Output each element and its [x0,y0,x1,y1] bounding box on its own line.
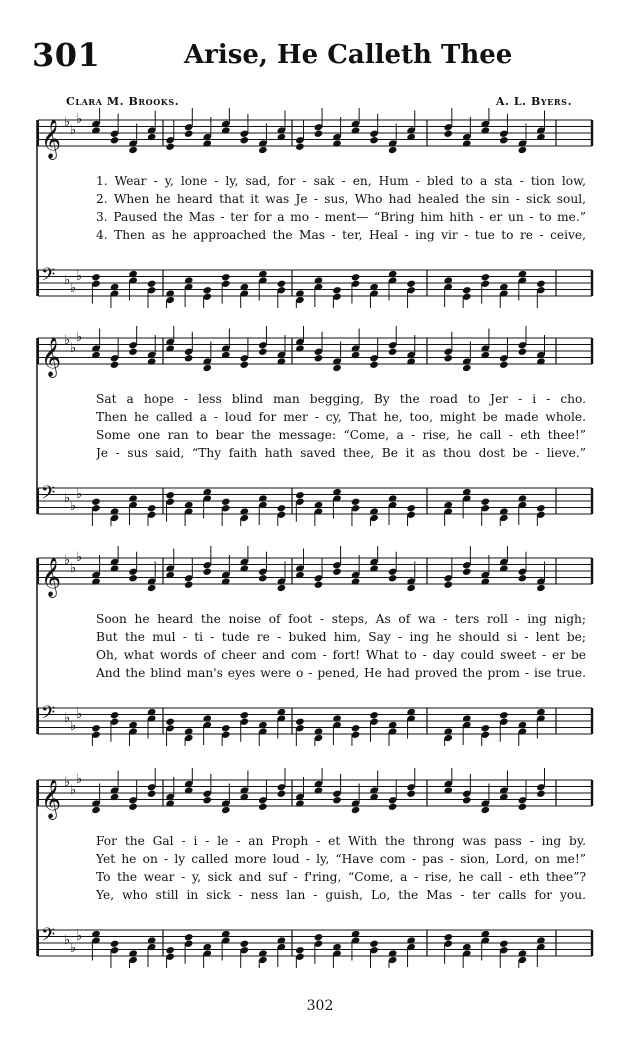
note [351,724,361,746]
flat-icon: ♭ [64,115,71,130]
note [406,280,416,308]
note [443,727,453,746]
note [240,771,250,802]
note [184,332,194,363]
note [369,546,379,573]
note [240,114,250,145]
note [221,329,231,360]
note [536,335,546,366]
note [91,108,101,135]
note [277,936,287,967]
lyric-line: For the Gal - i - le - an Proph - et With the throng was pass - ing by. [96,834,586,848]
note [388,780,398,811]
note [295,946,305,968]
note [314,108,324,138]
note [128,124,138,155]
note [518,780,528,811]
note [277,562,287,593]
note [369,338,379,369]
note [518,949,528,968]
note [295,549,305,580]
note [369,711,379,742]
note [184,276,194,307]
note [221,498,231,526]
note [221,555,231,586]
note [91,784,101,815]
note [258,721,268,746]
note [110,338,120,369]
note [184,933,194,964]
note [406,504,416,526]
note [443,108,453,138]
note [332,714,342,745]
lyric-line: But the mul - ti - tude re - buked him, Say - ing he should si - lent be; [96,630,586,644]
music-system-3 [0,546,640,746]
bass-staff [38,925,592,968]
note [91,329,101,360]
note [184,501,194,526]
note [462,342,472,373]
note [499,338,509,369]
note [499,771,509,802]
note [258,949,268,968]
note [221,724,231,746]
lyric-line: And the blind man's eyes were o - pened, He had proved the prom - ise true. [96,666,586,680]
note [499,507,509,526]
note [499,283,509,308]
note [518,124,528,155]
note [351,273,361,304]
note [147,768,157,798]
note [110,711,120,742]
note [332,546,342,576]
note [314,727,324,746]
lyric-line: 3. Paused the Mas - ter for a mo - ment— “Bring him hith - er un - to me.” [96,210,586,224]
note [165,777,175,808]
note [369,940,379,968]
note [147,504,157,526]
lyric-line: Some one ran to bear the message: “Come, a - rise, he call - eth thee!” [96,428,586,442]
flat-icon: ♭ [64,553,71,568]
note [462,117,472,148]
flat-icon: ♭ [70,281,77,296]
note [91,273,101,304]
flat-icon: ♭ [64,775,71,790]
lyric-line: To the wear - y, sick and suf - f'ring, “Come, a - rise, he call - eth thee”? [96,870,586,884]
note [369,771,379,802]
note [165,326,175,353]
note [184,768,194,795]
flat-icon: ♭ [76,269,83,284]
lyric-line: Je - sus said, “Thy faith hath saved thee, Be it as thou dost be - lieve.” [96,446,586,460]
note [221,784,231,815]
bass-clef-icon: 𝄢 [41,703,56,728]
flat-icon: ♭ [76,707,83,722]
note [240,507,250,526]
note [165,549,175,580]
lyric-line: Yet he on - ly called more loud - ly, “Have com - pas - sion, Lord, on me!” [96,852,586,866]
treble-clef-icon: 𝄞 [41,779,62,819]
note [388,494,398,525]
note [128,552,138,583]
note [295,777,305,808]
note [258,124,268,155]
note [277,335,287,366]
note [147,936,157,967]
note [110,940,120,968]
flat-icon: ♭ [70,783,77,798]
flat-icon: ♭ [70,561,77,576]
note [388,721,398,746]
note [462,774,472,805]
music-system-2 [0,326,640,526]
note [295,491,305,522]
note [128,326,138,356]
composer-credit: A. L. Byers. [495,95,572,108]
note [240,546,250,573]
note [314,768,324,795]
note [184,558,194,589]
bass-clef-icon: 𝄢 [41,483,56,508]
note [91,724,101,746]
note [388,124,398,155]
treble-staff [38,108,592,160]
note [536,504,546,526]
flat-icon: ♭ [76,550,83,565]
lyric-line: 2. When he heard that it was Je - sus, Who had healed the sin - sick soul, [96,192,586,206]
note [481,329,491,360]
note [481,724,491,746]
note [499,940,509,968]
note [91,555,101,586]
note [369,507,379,526]
flat-icon: ♭ [70,719,77,734]
note [443,501,453,526]
flat-icon: ♭ [64,273,71,288]
note [499,546,509,573]
note [202,774,212,805]
note [202,546,212,576]
note [462,714,472,745]
flat-icon: ♭ [64,491,71,506]
note [314,332,324,363]
note [536,562,546,593]
note [443,276,453,307]
note [332,342,342,373]
note [165,120,175,151]
treble-staff [38,326,592,378]
note [147,280,157,308]
note [295,326,305,353]
author-credit: Clara M. Brooks. [66,95,180,108]
treble-clef-icon: 𝄞 [41,119,62,159]
treble-clef-icon: 𝄞 [41,557,62,597]
note [258,326,268,356]
flat-icon: ♭ [76,487,83,502]
flat-icon: ♭ [64,333,71,348]
note [351,555,361,586]
note [536,936,546,967]
flat-icon: ♭ [70,941,77,956]
lyric-line: Then he called a - loud for mer - cy, That he, too, might be made whole. [96,410,586,424]
note [110,507,120,526]
note [165,718,175,746]
note [184,727,194,746]
note [128,780,138,811]
note [128,721,138,746]
bass-staff [38,483,592,526]
note [277,111,287,142]
bass-clef-icon: 𝄢 [41,925,56,950]
note [147,335,157,366]
lyric-line: Sat a hope - less blind man begging, By the road to Jer - i - cho. [96,392,586,406]
flat-icon: ♭ [76,330,83,345]
note [128,949,138,968]
note [369,283,379,308]
note [462,546,472,576]
note [295,120,305,151]
music-system-4 [0,768,640,968]
note [481,108,491,135]
treble-clef-icon: 𝄞 [41,337,62,377]
note [221,108,231,135]
note [165,946,175,968]
note [202,342,212,373]
note [128,494,138,525]
hymn-number: 301 [32,36,101,74]
note [481,784,491,815]
flat-icon: ♭ [76,772,83,787]
note [406,768,416,798]
note [240,283,250,308]
treble-staff [38,768,592,820]
note [314,558,324,589]
note [388,552,398,583]
note [518,494,528,525]
treble-staff [38,546,592,598]
note [481,498,491,526]
note [536,280,546,308]
lyric-line: Ye, who still in sick - ness lan - guish, Lo, the Mas - ter calls for you. [96,888,586,902]
note [518,552,528,583]
note [406,335,416,366]
note [536,768,546,798]
note [332,117,342,148]
note [240,338,250,369]
flat-icon: ♭ [70,123,77,138]
note [332,774,342,805]
note [332,286,342,308]
page-number: 302 [306,998,334,1014]
note [147,111,157,142]
hymn-title: Arise, He Calleth Thee [184,40,513,70]
lyric-line: 4. Then as he approached the Mas - ter, Heal - ing vir - tue to re - ceive, [96,228,586,242]
flat-icon: ♭ [70,499,77,514]
flat-icon: ♭ [64,933,71,948]
note [406,562,416,593]
note [443,558,453,589]
flat-icon: ♭ [70,341,77,356]
note [351,784,361,815]
note [518,721,528,746]
note [277,280,287,308]
note [314,933,324,964]
note [518,326,528,356]
note [443,332,453,363]
note [110,283,120,308]
note [443,768,453,795]
note [277,768,287,798]
lyric-line: 1. Wear - y, lone - ly, sad, for - sak - en, Hum - bled to a sta - tion low, [96,174,586,188]
note [351,498,361,526]
note [332,943,342,968]
bass-clef-icon: 𝄢 [41,265,56,290]
note [165,289,175,308]
note [481,273,491,304]
note [202,714,212,745]
note [147,562,157,593]
note [240,711,250,742]
note [314,501,324,526]
note [202,117,212,148]
note [240,940,250,968]
note [351,329,361,360]
note [202,286,212,308]
note [536,111,546,142]
note [481,555,491,586]
note [184,108,194,138]
flat-icon: ♭ [76,112,83,127]
note [295,718,305,746]
note [91,498,101,526]
note [258,780,268,811]
flat-icon: ♭ [64,711,71,726]
note [277,504,287,526]
note [110,546,120,573]
note [462,943,472,968]
lyric-line: Soon he heard the noise of foot - steps, As of wa - ters roll - ing nigh; [96,612,586,626]
note [165,491,175,522]
note [462,286,472,308]
bass-staff [38,265,592,308]
note [369,114,379,145]
note [406,111,416,142]
lyric-line: Oh, what words of cheer and com - fort! What to - day could sweet - er be [96,648,586,662]
note [499,711,509,742]
bass-staff [38,703,592,746]
note [499,114,509,145]
note [110,114,120,145]
note [443,933,453,964]
note [221,273,231,304]
note [388,326,398,356]
note [258,552,268,583]
note [110,771,120,802]
music-system-1 [0,108,640,308]
note [295,289,305,308]
note [258,494,268,525]
note [314,276,324,307]
note [388,949,398,968]
flat-icon: ♭ [76,929,83,944]
note [351,108,361,135]
note [406,936,416,967]
note [202,943,212,968]
